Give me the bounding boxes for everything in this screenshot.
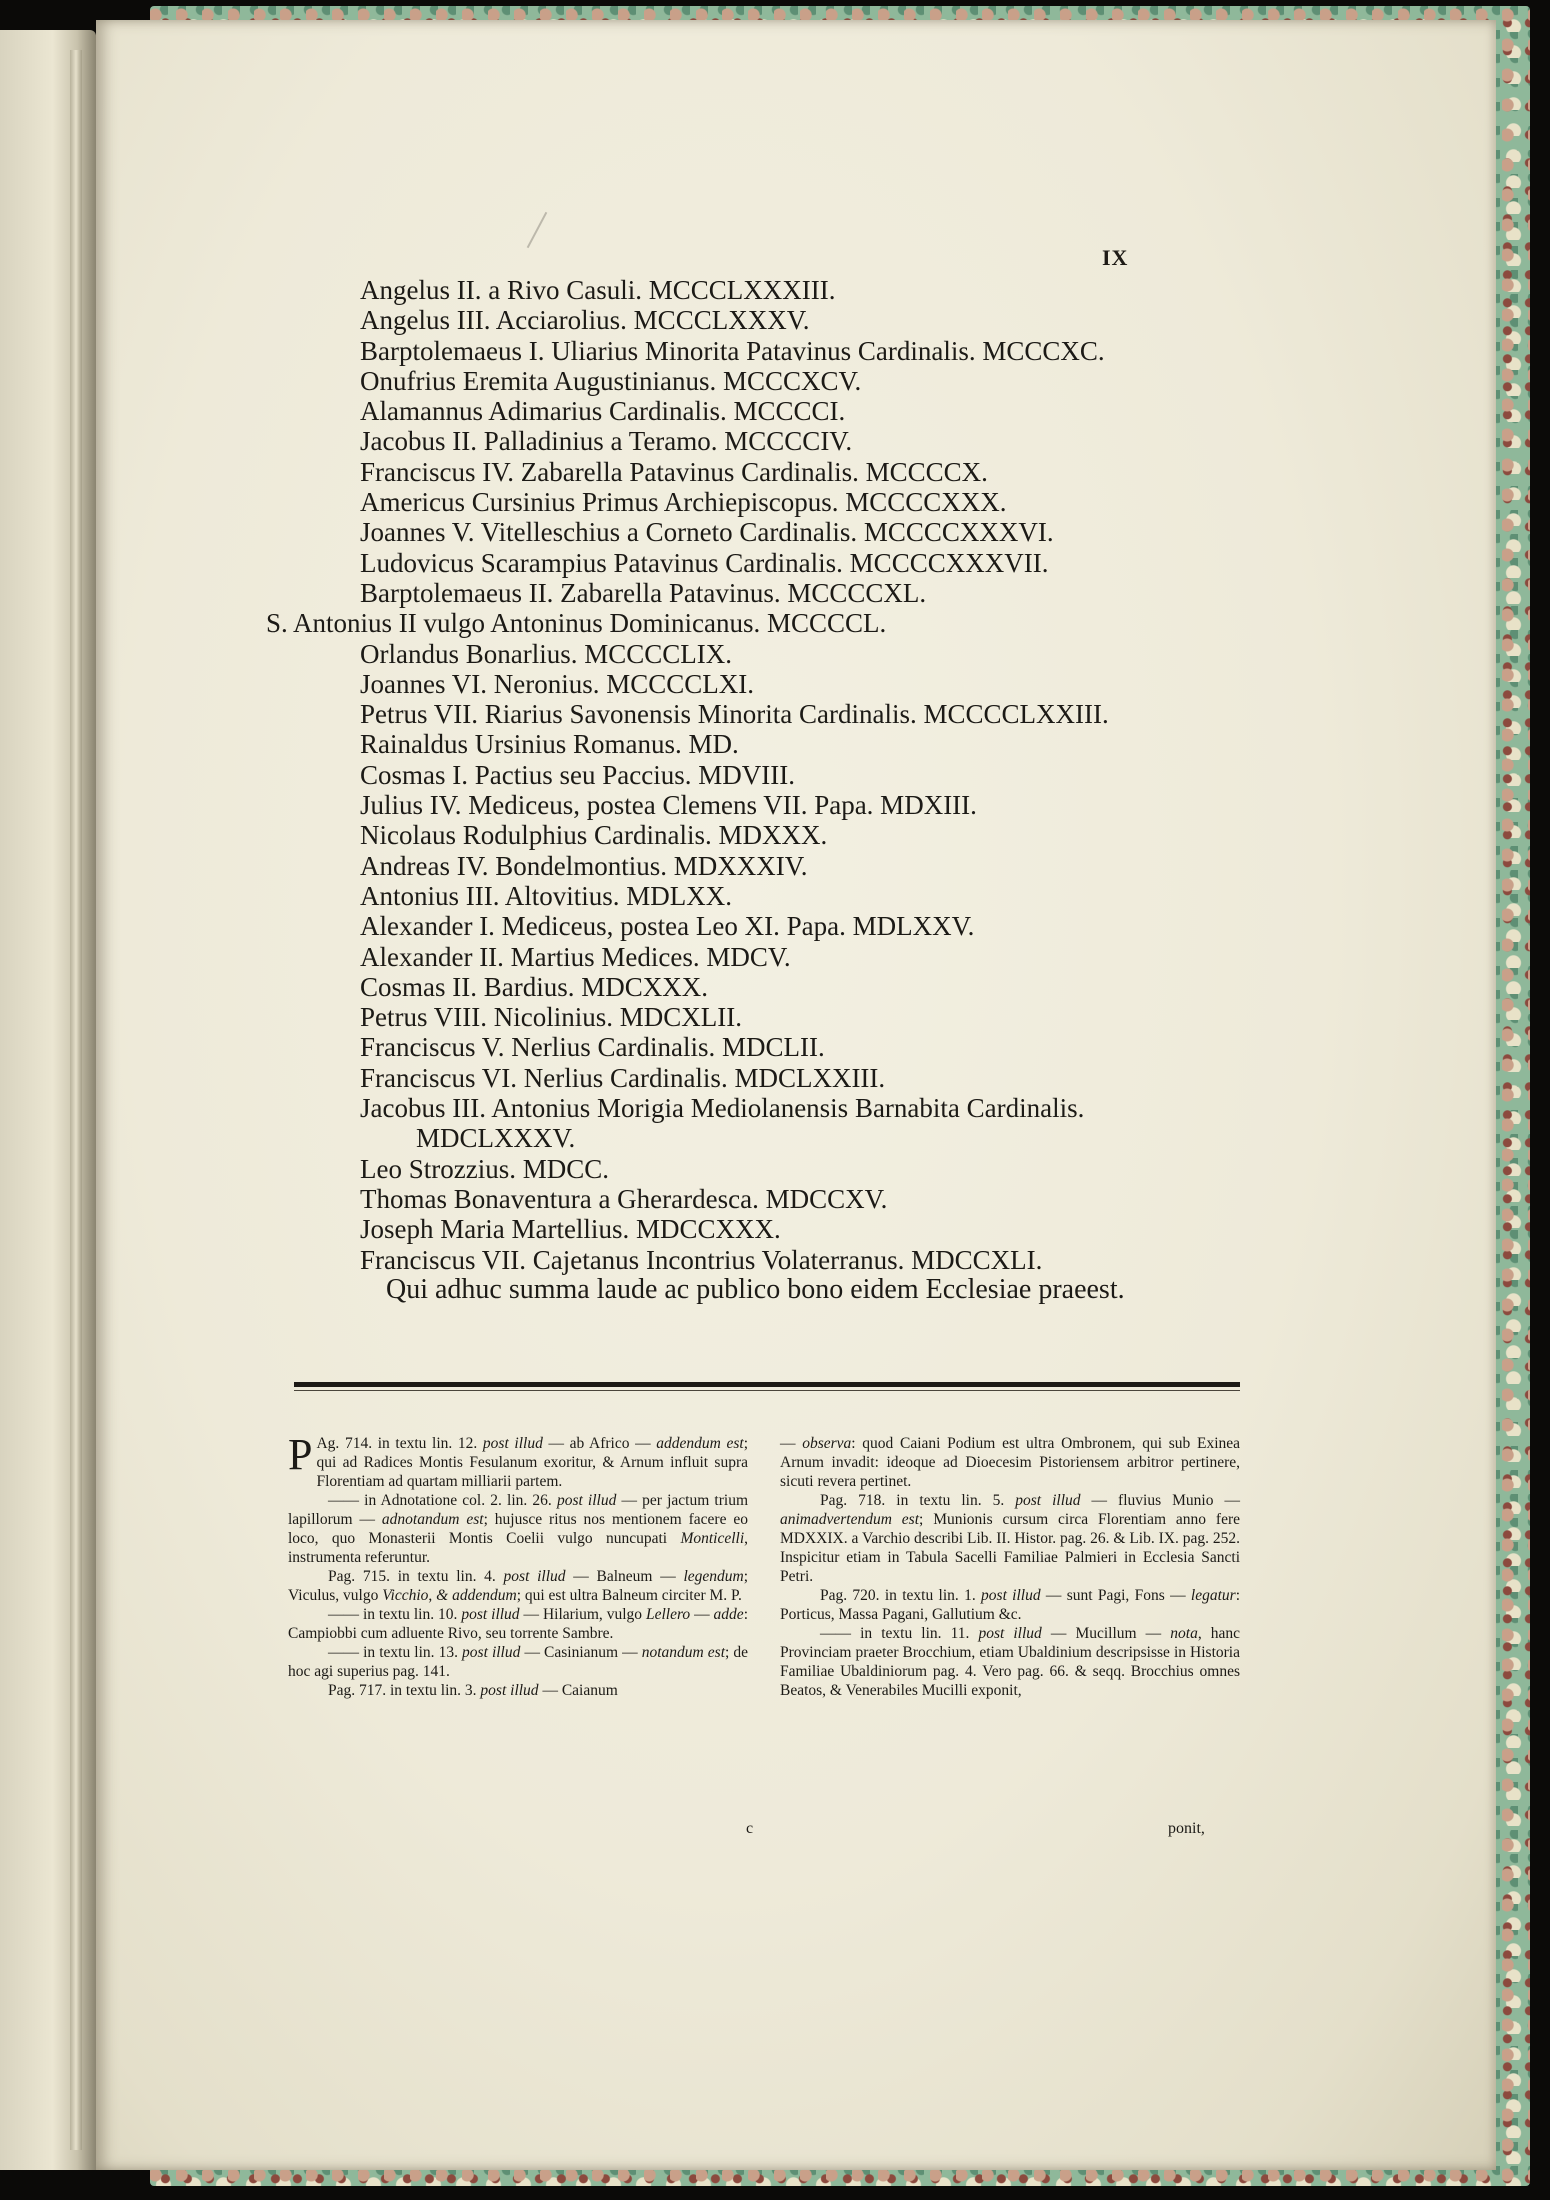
note-text: —— in textu lin. 13. (328, 1644, 458, 1661)
note-paragraph (780, 1624, 1240, 1700)
note-text: — Balneum — (573, 1568, 676, 1585)
note-paragraph (288, 1430, 749, 1491)
list-item: S. Antonius II vulgo Antoninus Dominicanus. MCCCCL. (266, 608, 887, 639)
catchword: ponit, (1168, 1820, 1205, 1837)
closing-line: Qui adhuc summa laude ac publico bono eidem Ecclesiae praeest. (386, 1273, 1125, 1305)
note-paragraph (288, 1567, 748, 1605)
note-italic: adnotandum est (381, 1511, 484, 1528)
list-item: Alamannus Adimarius Cardinalis. MCCCCI. (360, 396, 846, 427)
pencil-mark (527, 212, 548, 248)
list-item: Joannes VI. Neronius. MCCCCLXI. (360, 668, 754, 699)
bishop-list (266, 275, 1306, 1305)
notes-left-column (288, 1430, 749, 1700)
list-item: Joseph Maria Martellius. MDCCXXX. (360, 1214, 781, 1245)
note-text: Pag. 720. in textu lin. 1. (820, 1587, 976, 1604)
list-item: Jacobus III. Antonius Morigia Mediolanensis Barnabita Cardinalis. (360, 1093, 1085, 1124)
book-page (96, 20, 1496, 2170)
note-italic: & addendum (436, 1587, 517, 1604)
note-italic: post illud (461, 1606, 520, 1623)
signature-mark: c (746, 1820, 754, 1837)
list-item: Nicolaus Rodulphius Cardinalis. MDXXX. (360, 820, 828, 851)
note-text: ; Viculus, vulgo (288, 1568, 749, 1604)
list-item: Joannes V. Vitelleschius a Corneto Cardinalis. MCCCCXXXVI. (360, 517, 1054, 548)
list-item: Jacobus II. Palladinius a Teramo. MCCCCIV. (360, 426, 853, 457)
note-paragraph (288, 1681, 748, 1700)
note-italic: notandum est (641, 1644, 726, 1661)
note-text: Pag. 718. in textu lin. 5. (820, 1492, 1005, 1509)
note-paragraph (288, 1643, 748, 1681)
note-text: Pag. 717. in textu lin. 3. (328, 1682, 477, 1699)
list-item: Alexander II. Martius Medices. MDCV. (360, 941, 791, 972)
list-item: Americus Cursinius Primus Archiepiscopus. MCCCCXXX. (360, 487, 1007, 518)
note-text: : Porticus, Massa Pagani, Gallutium &c. (780, 1587, 1240, 1623)
note-text: ; de hoc agi superius pag. 141. (288, 1644, 749, 1680)
list-item: Franciscus VII. Cajetanus Incontrius Volaterranus. MDCCXLI. (360, 1244, 1043, 1275)
note-italic: legendum (683, 1568, 744, 1585)
list-item: Franciscus IV. Zabarella Patavinus Cardinalis. MCCCCX. (360, 456, 988, 487)
list-item: Andreas IV. Bondelmontius. MDXXXIV. (360, 850, 808, 881)
note-paragraph (780, 1434, 1240, 1491)
note-text: Pag. 715. in textu lin. 4. (328, 1568, 496, 1585)
note-italic: observa (802, 1435, 852, 1452)
note-paragraph (288, 1491, 748, 1567)
note-text: — Mucillum — (1050, 1625, 1162, 1642)
list-item: Alexander I. Mediceus, postea Leo XI. Papa. MDLXXV. (360, 911, 975, 942)
note-text: — fluvius Munio — (1091, 1492, 1240, 1509)
note-text: — sunt Pagi, Fons — (1045, 1587, 1186, 1604)
note-italic: addendum est (656, 1435, 744, 1452)
list-item: Franciscus VI. Nerlius Cardinalis. MDCLXXIII. (360, 1062, 886, 1093)
note-text: ; hujusce ritus nos mentionem facere eo loco, quo Monasterii Montis Coelii vulgo nuncupati (288, 1511, 749, 1547)
note-text: , hanc Provinciam praeter Brocchium, etiam Ubaldinium descripsisse in Historia Familiae Ubaldiniorum pag. 4. Vero pag. 66. & seqq. Brocchius omnes Beatos, & Venerabiles Mucilli exponit, (780, 1625, 1241, 1699)
list-item: Franciscus V. Nerlius Cardinalis. MDCLII. (360, 1032, 825, 1063)
list-item: Julius IV. Mediceus, postea Clemens VII. Papa. MDXIII. (360, 790, 977, 821)
note-text: — Hilarium, vulgo (523, 1606, 643, 1623)
note-text: : Campiobbi cum adluente Rivo, seu torrente Sambre. (288, 1606, 748, 1642)
list-item: Petrus VII. Riarius Savonensis Minorita Cardinalis. MCCCCLXXIII. (360, 699, 1109, 730)
note-italic: Vicchio (382, 1587, 429, 1604)
list-item: Petrus VIII. Nicolinius. MDCXLII. (360, 1002, 742, 1033)
list-item: Barptolemaeus II. Zabarella Patavinus. MCCCCXL. (360, 577, 927, 608)
note-paragraph (288, 1605, 748, 1643)
binding-fold (70, 50, 82, 2150)
section-rule (294, 1382, 1240, 1387)
note-italic: post illud (482, 1435, 543, 1452)
list-item: Barptolemaeus I. Uliarius Minorita Patavinus Cardinalis. MCCCXC. (360, 335, 1105, 366)
note-text: — ab Africo — (548, 1435, 651, 1452)
note-text: — (780, 1435, 796, 1452)
note-paragraph (780, 1586, 1240, 1624)
note-italic: post illud (978, 1625, 1042, 1642)
note-text: , (428, 1587, 433, 1604)
note-text: — Casinianum — (524, 1644, 638, 1661)
note-italic: animadvertendum est (780, 1511, 920, 1528)
note-text: ; qui ad Radices Montis Fesulanum exoritur, & Arnum influit supra Florentiam ad quartam milliarii partem. (316, 1435, 749, 1490)
facing-page-edge (0, 30, 96, 2170)
list-item: Rainaldus Ursinius Romanus. MD. (360, 729, 739, 760)
note-paragraph (780, 1491, 1240, 1586)
note-text: — per jactum trium lapillorum — (288, 1492, 749, 1528)
list-item: Angelus II. a Rivo Casuli. MCCCLXXXIII. (360, 275, 836, 305)
list-item: Ludovicus Scarampius Patavinus Cardinalis. MCCCCXXXVII. (360, 547, 1049, 578)
list-item: Angelus III. Acciarolius. MCCCLXXXV. (360, 305, 810, 336)
note-italic: Monticelli (680, 1530, 745, 1547)
note-text: Ag. 714. in textu lin. 12. (316, 1435, 478, 1452)
page-number: IX (1102, 245, 1129, 270)
note-text: —— in textu lin. 10. (328, 1606, 458, 1623)
note-italic: post illud (1015, 1492, 1081, 1509)
note-text: ; qui est ultra Balneum circiter M. P. (516, 1587, 742, 1604)
note-text: — Caianum (542, 1682, 618, 1699)
note-text: —— in Adnotatione col. 2. lin. 26. (328, 1492, 552, 1509)
note-text: ; Munionis cursum circa Florentiam anno fere MDXXIX. a Varchio describi Lib. II. Histor. pag. 26. & Lib. IX. pag. 252. Inspicitur etiam in Tabula Sacelli Familiae Palmieri in Ecclesia Sancti Petri. (780, 1511, 1241, 1585)
note-text: —— in textu lin. 11. (820, 1625, 970, 1642)
note-italic: nota (1170, 1625, 1198, 1642)
list-item: Antonius III. Altovitius. MDLXX. (360, 880, 733, 911)
list-item: Thomas Bonaventura a Gherardesca. MDCCXV. (360, 1183, 888, 1214)
notes-right-column (780, 1434, 1240, 1700)
note-italic: post illud (556, 1492, 617, 1509)
note-italic: legatur (1190, 1587, 1236, 1604)
note-italic: post illud (480, 1682, 539, 1699)
note-italic: post illud (503, 1568, 566, 1585)
list-item: Onufrius Eremita Augustinianus. MCCCXCV. (360, 365, 862, 396)
list-item: Orlandus Bonarlius. MCCCCLIX. (360, 638, 733, 669)
list-item-continuation: MDCLXXXV. (416, 1123, 576, 1154)
note-text: , instrumenta referuntur. (288, 1530, 749, 1566)
note-italic: Lellero (645, 1606, 691, 1623)
list-item: Cosmas I. Pactius seu Paccius. MDVIII. (360, 759, 795, 790)
note-italic: post illud (462, 1644, 521, 1661)
note-text: : quod Caiani Podium est ultra Ombronem, qui sub Exinea Arnum invadit: ideoque ad Dioecesim Pistoriensem arbitror pertinere, sicuti revera pertinet. (780, 1435, 1241, 1490)
note-text: — (694, 1606, 710, 1623)
note-italic: post illud (981, 1587, 1041, 1604)
drop-cap: P (288, 1430, 313, 1479)
note-italic: adde (713, 1606, 744, 1623)
list-item: Leo Strozzius. MDCC. (360, 1153, 609, 1184)
section-rule-thin (294, 1390, 1240, 1391)
list-item: Cosmas II. Bardius. MDCXXX. (360, 971, 708, 1002)
